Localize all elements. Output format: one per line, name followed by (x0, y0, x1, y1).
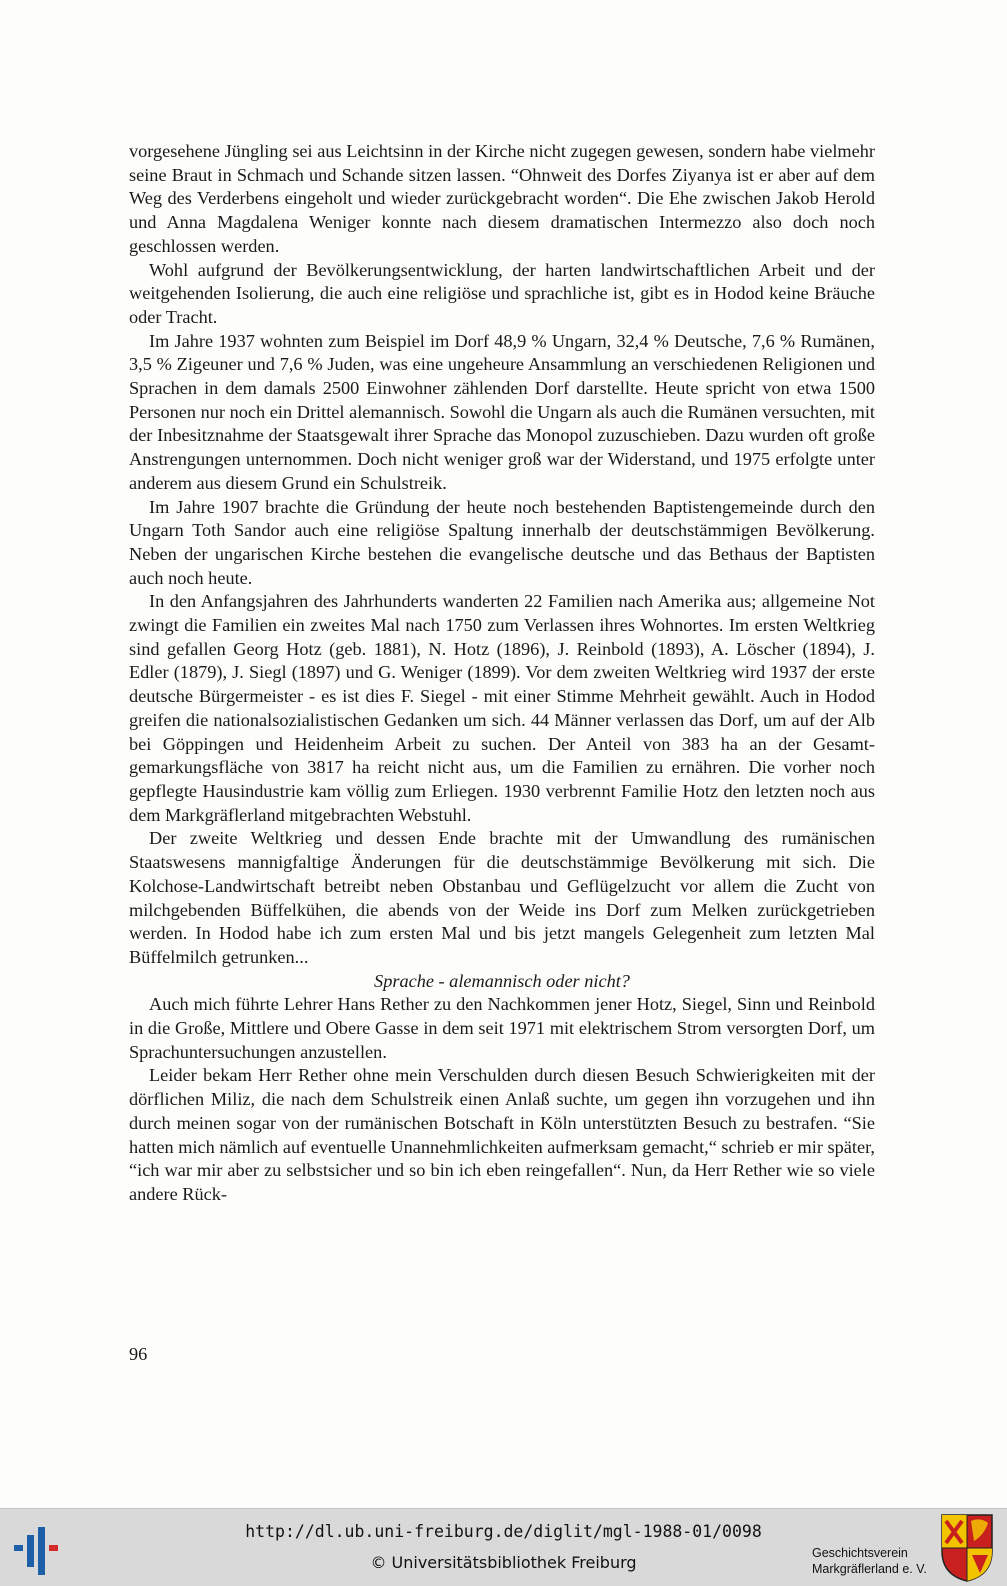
coat-of-arms-icon (940, 1513, 994, 1583)
paragraph: Leider bekam Herr Rether ohne mein Verschulden durch diesen Besuch Schwierigkeiten mit der dörflichen Miliz, die nach dem Schulstreik einen Anlaß suchte, um gegen ihn vorzugehen und ihn durch meinen sogar von der rumänischen Botschaft in Köln unterstützten Besuch zu bestrafen. “Sie hatten mich nämlich auf eventuelle Unannehmlichkeiten aufmerksam gemacht,“ schrieb er mir später, “ich war mir aber zu selbstsicher und so bin ich eben reingefallen“. Nun, da Herr Rether wie so viele andere Rück- (129, 1065, 875, 1204)
section-heading: Sprache - alemannisch oder nicht? (374, 970, 630, 991)
paragraph: vorgesehene Jüngling sei aus Leichtsinn in der Kirche nicht zugegen gewesen, sondern habe vielmehr seine Braut in Schmach und Schande sitzen lassen. “Ohnweit des Dorfes Ziyanya ist er aber auf dem Weg des Verderbens eingeholt und wieder zurückgebracht worden“. Die Ehe zwischen Jakob Herold und Anna Magdalena Weniger konnte nach diesem dramatischen Intermezzo also doch noch geschlossen werden. (129, 141, 875, 256)
paragraph: Im Jahre 1907 brachte die Gründung der heute noch bestehenden Baptistengemeinde durch den Ungarn Toth Sandor auch eine religiöse Spaltung innerhalb der deutschstämmigen Bevölkerung. Neben der ungarischen Kirche bestehen die evangelische deutsche und das Bethaus der Baptisten auch noch heute. (129, 496, 875, 588)
body-text (129, 140, 875, 1207)
paragraph: Im Jahre 1937 wohnten zum Beispiel im Dorf 48,9 % Ungarn, 32,4 % Deutsche, 7,6 % Rumänen, 3,5 % Zigeuner und 7,6 % Juden, was eine ungeheure Ansammlung an verschiedenen Religionen und Sprachen in dem damals 2500 Einwohner zählenden Dorf darstellte. Heute spricht von etwa 1500 Personen nur noch ein Drittel alemannisch. Sowohl die Ungarn als auch die Rumänen versuchten, mit der Inbesitznahme der Staatsgewalt ihrer Sprache das Monopol zuzuschieben. Dazu wurden oft große Anstrengungen unternommen. Doch nicht weniger groß war der Widerstand, und 1975 erfolgte unter anderem aus diesem Grund ein Schulstreik. (129, 330, 875, 493)
document-url-link[interactable]: http://dl.ub.uni-freiburg.de/diglit/mgl-1988-01/0098 (245, 1522, 762, 1541)
society-name (812, 1545, 927, 1577)
paragraph: Der zweite Weltkrieg und dessen Ende brachte mit der Umwandlung des rumänischen Staatswesens mannigfaltige Änderungen für die deutschstämmige Bevölkerung mit sich. Die Kolchose-Landwirtschaft betreibt neben Obstanbau und Geflügelzucht vor allem die Zucht von milchgebenden Büffelkühen, die abends von der Weide ins Dorf zum Melken zurückgetrieben werden. In Hodod habe ich zum ersten Mal und bis jetzt mangels Gelegenheit zum letzten Mal Büffelmilch getrunken... (129, 828, 875, 967)
paragraph: In den Anfangsjahren des Jahrhunderts wanderten 22 Familien nach Amerika aus; allgemeine Not zwingt die Familien ein zweites Mal nach 1750 zum Verlassen ihres Wohnortes. Im ersten Weltkrieg sind gefallen Georg Hotz (geb. 1881), N. Hotz (1896), J. Reinbold (1893), A. Löscher (1894), J. Edler (1879), J. Siegl (1897) und G. Weniger (1899). Vor dem zweiten Weltkrieg wird 1937 der erste deutsche Bürgermeister - es ist dies F. Siegel - mit einer Stimme Mehrheit gewählt. Auch in Hodod greifen die nationalsozialistischen Gedanken um sich. 44 Männer verlassen das Dorf, um auf der Alb bei Göppingen und Heidenheim Arbeit zu suchen. Der Anteil von 383 ha an der Gesamtgemarkungsfläche von 3817 ha reicht nicht aus, um die Familien zu ernähren. Die vorher noch gepflegte Hausindustrie kam völlig zum Erliegen. 1930 verbrennt Familie Hotz den letzten noch aus dem Markgräflerland mitgebrachten Webstuhl. (129, 591, 875, 825)
page-number: 96 (129, 1344, 148, 1364)
society-line: Markgräflerland e. V. (812, 1562, 927, 1576)
paragraph: Auch mich führte Lehrer Hans Rether zu den Nachkommen jener Hotz, Siegel, Sinn und Reinbold in die Große, Mittlere und Obere Gasse in dem seit 1971 mit elektrischem Strom versorgten Dorf, um Sprachuntersuchungen anzustellen. (129, 994, 875, 1062)
viewer-footer (0, 1508, 1007, 1586)
paragraph: Wohl aufgrund der Bevölkerungsentwicklung, der harten landwirtschaftlichen Arbeit und der weitgehenden Isolierung, die auch eine religiöse und sprachliche ist, gibt es in Hodod keine Bräuche oder Tracht. (129, 259, 875, 327)
copyright-text: © Universitätsbibliothek Freiburg (370, 1553, 637, 1572)
society-line: Geschichtsverein (812, 1546, 908, 1560)
